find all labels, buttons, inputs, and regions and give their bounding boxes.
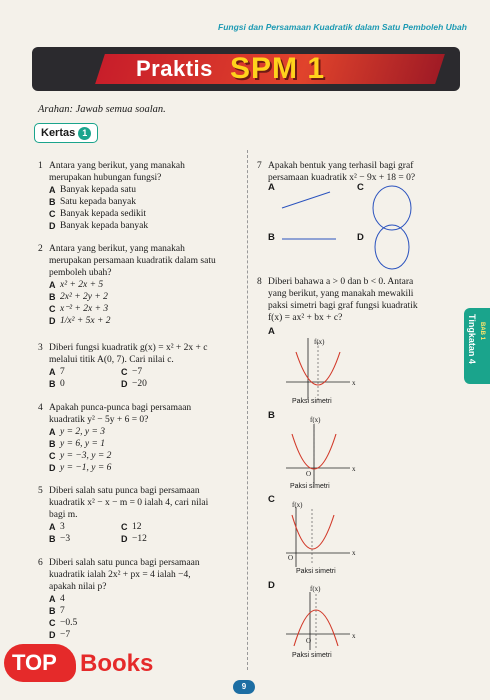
q8-d-o: O (306, 637, 312, 645)
q7-shape-ellipse (368, 222, 418, 272)
chapter-side-tab: Tingkatan 4 BAB 1 (464, 308, 490, 384)
q7-shape-horizontal-line (280, 232, 340, 246)
q7-option-c-label: C (357, 182, 364, 193)
q8-option-b-label: B (268, 410, 275, 421)
q8-b-paksi: Paksi simetri (290, 483, 330, 490)
q7-option-a-label: A (268, 182, 275, 193)
q8-c-o: O (288, 554, 294, 562)
q7-option-b-label: B (268, 232, 275, 243)
q8-option-d-label: D (268, 580, 275, 591)
question-5: 5 Diberi salah satu punca bagi persamaan kuadratik x² − x − m = 0 ialah 4, cari nilai bagi m. A 3 C 12 B −3 D −12 (38, 486, 209, 544)
q8-graph-d (282, 590, 362, 652)
question-1: 1 Antara yang berikut, yang manakah merupakan hubungan fungsi? A Banyak kepada satu B Satu kepada banyak C Banyak kepada sedikit D Banyak kepada banyak (38, 161, 185, 231)
question-4: 4 Apakah punca-punca bagi persamaan kuadratik y² − 5y + 6 = 0? A y = 2, y = 3 B y = 6, y = 1 C y = −3, y = 2 D y = −1, y = 6 (38, 403, 192, 473)
instructions: Arahan: Jawab semua soalan. (38, 104, 166, 115)
q8-d-x: x (352, 632, 356, 640)
q8-option-a-label: A (268, 326, 275, 337)
column-divider (247, 150, 248, 670)
topbooks-watermark-logo: TOP Books (0, 638, 180, 684)
page-number: 9 (233, 680, 255, 694)
praktis-banner (32, 47, 460, 91)
q7-option-d-label: D (357, 232, 364, 243)
question-8: 8 Diberi bahawa a > 0 dan b < 0. Antara yang berikut, yang manakah mewakili paksi simetri bagi graf fungsi kuadratik f(x) = ax² + bx + c? (257, 277, 418, 323)
kertas-badge: Kertas 1 (34, 123, 98, 143)
question-2: 2 Antara yang berikut, yang manakah merupakan persamaan kuadratik dalam satu pemboleh ubah? A x² + 2x + 5 B 2x² + 2y + 2 C x⁻² + 2x + 3 D 1/x² + 5x + 2 (38, 244, 216, 326)
q8-a-fx: f(x) (314, 338, 325, 346)
chapter-header: Fungsi dan Persamaan Kuadratik dalam Satu Pemboleh Ubah (218, 22, 467, 32)
q8-graph-b (282, 420, 362, 490)
q8-b-fx: f(x) (310, 416, 321, 424)
q8-c-fx: f(x) (292, 501, 303, 509)
q8-option-c-label: C (268, 494, 275, 505)
q8-b-x: x (352, 465, 356, 473)
q8-d-fx: f(x) (310, 585, 321, 593)
question-3: 3 Diberi fungsi kuadratik g(x) = x² + 2x + c melalui titik A(0, 7). Cari nilai c. A 7 C −7 B 0 D −20 (38, 343, 208, 389)
q8-c-paksi: Paksi simetri (296, 568, 336, 575)
question-7: 7 Apakah bentuk yang terhasil bagi graf persamaan kuadratik x² − 9x + 18 = 0? (257, 161, 416, 183)
q8-a-x: x (352, 379, 356, 387)
question-6: 6 Diberi salah satu punca bagi persamaan kuadratik ialah 2x² + px = 4 ialah −4, apakah nilai p? A 4 B 7 C −0.5 D −7 (38, 558, 200, 640)
q8-a-paksi: Paksi simetri (292, 398, 332, 405)
q8-b-o: O (306, 470, 312, 478)
q8-c-x: x (352, 549, 356, 557)
q8-graph-c (282, 505, 362, 569)
banner-title: Praktis (136, 56, 213, 81)
q8-d-paksi: Paksi simetri (292, 652, 332, 659)
q7-shape-slanted-line (278, 186, 338, 216)
banner-spm: SPM 1 (230, 52, 326, 85)
